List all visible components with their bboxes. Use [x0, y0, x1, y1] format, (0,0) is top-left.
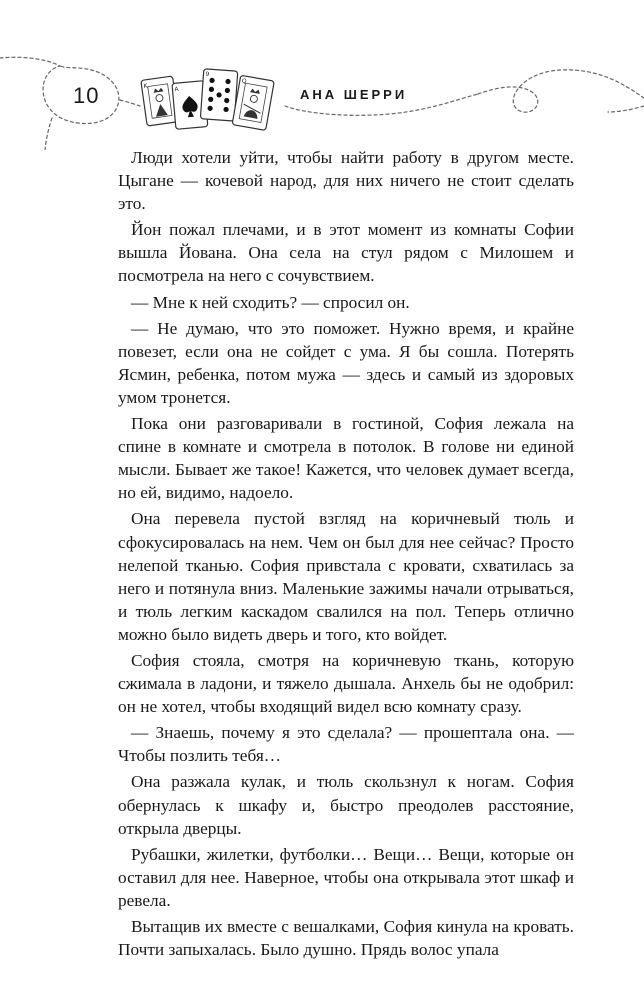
- page-number: 10: [73, 83, 100, 108]
- paragraph: — Не думаю, что это поможет. Нужно время, и крайне повезет, если она не сойдет с ума. Я бы сошла. Потерять Ясмин, ребенка, потом мужа — здесь и самый из здоровых умом тронется.: [118, 318, 574, 407]
- paragraph: Она разжала кулак, и тюль скользнул к ногам. София обернулась к шкафу и, быстро преодолев расстояние, открыла дверцы.: [118, 772, 574, 838]
- svg-text:A: A: [174, 85, 179, 94]
- paragraph: Рубашки, жилетки, футболки… Вещи… Вещи, которые он оставил для нее. Наверное, чтобы она открывала этот шкаф и ревела.: [118, 844, 574, 910]
- paragraph: — Знаешь, почему я это сделала? — прошептала она. — Чтобы позлить тебя…: [118, 723, 574, 766]
- svg-text:Q: Q: [241, 77, 248, 86]
- dotted-swirl-decoration: [0, 0, 644, 150]
- paragraph: Йон пожал плечами, и в этот момент из комнаты Софии вышла Йована. Она села на стул рядом с Милошем и посмотрела на него с сочувствием.: [118, 220, 574, 286]
- svg-text:K: K: [143, 82, 149, 91]
- paragraph: Пока они разговаривали в гостиной, София лежала на спине в комнате и смотрела в потолок. В голове ни единой мысли. Бывает же такое! Кажется, что человек думает всегда, но ей, видимо, надоело.: [118, 414, 574, 503]
- paragraph: Люди хотели уйти, чтобы найти работу в другом месте. Цыгане — кочевой народ, для них ничего не стоит сделать это.: [118, 148, 574, 214]
- paragraph: Вытащив их вместе с вешалками, София кинула на кровать. Почти запыхалась. Было душно. Прядь волос упала: [118, 917, 574, 960]
- paragraph: София стояла, смотря на коричневую ткань, которую сжимала в ладони, и тяжело дышала. Анхель бы не одобрил: он не хотел, чтобы входящий видел всю комнату сразу.: [118, 650, 574, 717]
- paragraph: — Мне к ней сходить? — спросил он.: [131, 292, 410, 312]
- running-head-author: АНА ШЕРРИ: [300, 87, 408, 102]
- paragraph: Она перевела пустой взгляд на коричневый тюль и сфокусировалась на нем. Чем он был для нее сейчас? Просто нелепой тканью. София привстала с кровати, схватилась за него и потянула вниз. Маленькие зажимы начали отрываться, и тюль легким каскадом свалился на пол. Теперь отлично можно было видеть дверь и того, кто войдет.: [118, 509, 574, 644]
- svg-text:9: 9: [205, 70, 210, 79]
- playing-cards-icon: [140, 68, 285, 136]
- text-body: [118, 146, 574, 961]
- page-header: [0, 0, 644, 150]
